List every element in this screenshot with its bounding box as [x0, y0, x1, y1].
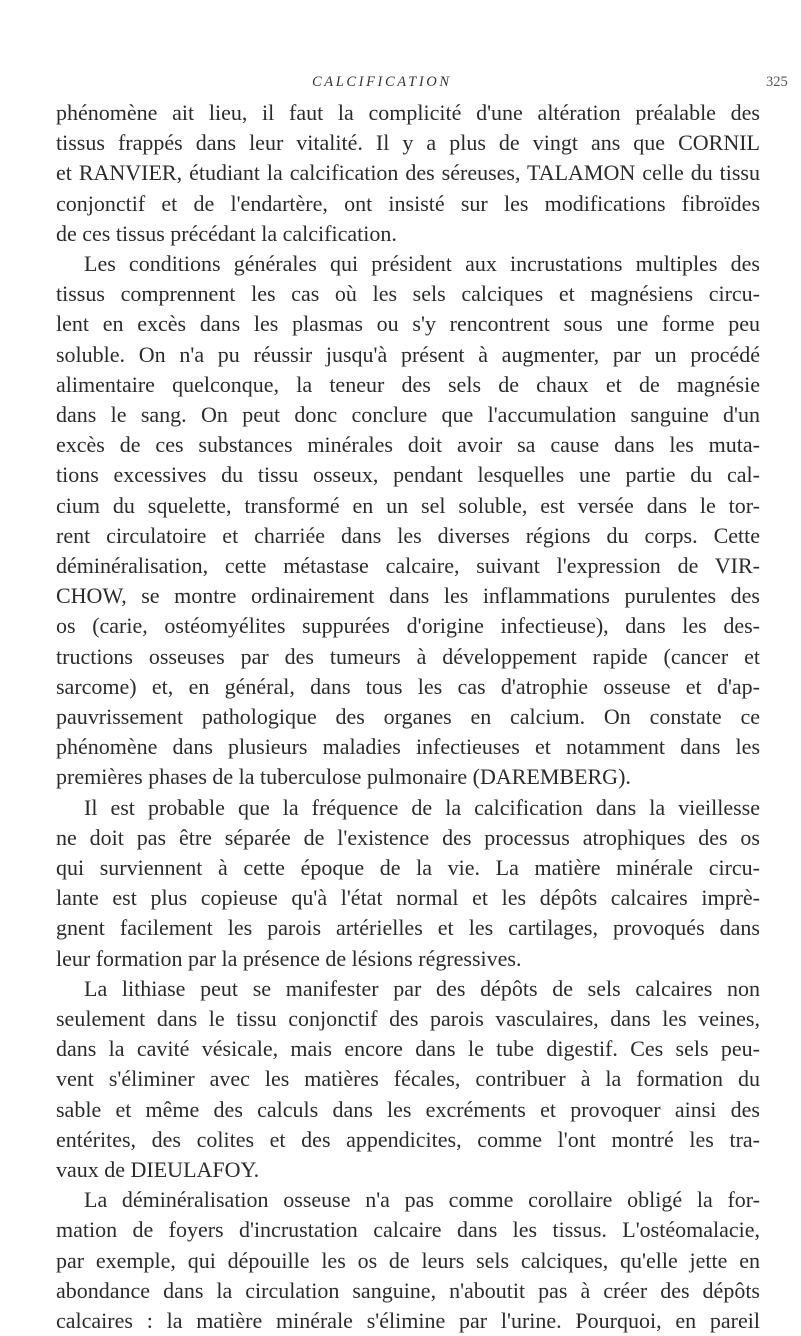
text-line: vent s'éliminer avec les matières fécales, contribuer à la formation du [56, 1066, 760, 1091]
page-header [0, 74, 801, 98]
text-line: CHOW, se montre ordinairement dans les inflammations purulentes des [56, 583, 760, 608]
text-line: tissus comprennent les cas où les sels calciques et magnésiens circu- [56, 281, 760, 306]
text-line: tructions osseuses par des tumeurs à développement rapide (cancer et [56, 644, 760, 669]
text-line: cium du squelette, transformé en un sel soluble, est versée dans le tor- [56, 493, 760, 518]
text-line: premières phases de la tuberculose pulmonaire (DAREMBERG). [56, 764, 631, 789]
text-line: dans le sang. On peut donc conclure que l'accumulation sanguine d'un [56, 402, 760, 427]
text-line: Les conditions générales qui président aux incrustations multiples des [84, 251, 760, 276]
text-line: tissus frappés dans leur vitalité. Il y a plus de vingt ans que CORNIL [56, 130, 760, 155]
text-line: entérites, des colites et des appendicites, comme l'ont montré les tra- [56, 1127, 760, 1152]
text-line: lent en excès dans les plasmas ou s'y rencontrent sous une forme peu [56, 311, 760, 336]
text-line: alimentaire quelconque, la teneur des sels de chaux et de magnésie [56, 372, 760, 397]
text-line: pauvrissement pathologique des organes en calcium. On constate ce [56, 704, 760, 729]
text-line: rent circulatoire et charriée dans les diverses régions du corps. Cette [56, 523, 760, 548]
text-line: ne doit pas être séparée de l'existence des processus atrophiques des os [56, 825, 760, 850]
page-number: 325 [766, 74, 788, 90]
text-line: tions excessives du tissu osseux, pendant lesquelles une partie du cal- [56, 462, 760, 487]
text-line: sable et même des calculs dans les excréments et provoquer ainsi des [56, 1097, 760, 1122]
text-line: dans la cavité vésicale, mais encore dans le tube digestif. Ces sels peu- [56, 1036, 760, 1061]
text-line: abondance dans la circulation sanguine, n'aboutit pas à créer des dépôts [56, 1278, 760, 1303]
text-line: La lithiase peut se manifester par des dépôts de sels calcaires non [84, 976, 760, 1001]
text-line: leur formation par la présence de lésions régressives. [56, 946, 522, 971]
text-line: gnent facilement les parois artérielles et les cartilages, provoqués dans [56, 915, 760, 940]
text-line: phénomène dans plusieurs maladies infectieuses et notamment dans les [56, 734, 760, 759]
text-line: excès de ces substances minérales doit avoir sa cause dans les muta- [56, 432, 760, 457]
text-line: Il est probable que la fréquence de la calcification dans la vieillesse [84, 795, 760, 820]
text-line: sarcome) et, en général, dans tous les cas d'atrophie osseuse et d'ap- [56, 674, 760, 699]
text-line: seulement dans le tissu conjonctif des parois vasculaires, dans les veines, [56, 1006, 760, 1031]
text-line: conjonctif et de l'endartère, ont insisté sur les modifications fibroïdes [56, 191, 760, 216]
text-line: La déminéralisation osseuse n'a pas comme corollaire obligé la for- [84, 1187, 760, 1212]
text-line: soluble. On n'a pu réussir jusqu'à présent à augmenter, par un procédé [56, 342, 760, 367]
running-title: CALCIFICATION [312, 74, 452, 90]
text-line: mation de foyers d'incrustation calcaire dans les tissus. L'ostéomalacie, [56, 1217, 760, 1242]
text-line: lante est plus copieuse qu'à l'état normal et les dépôts calcaires imprè- [56, 885, 760, 910]
text-line: de ces tissus précédant la calcification. [56, 221, 397, 246]
text-line: vaux de DIEULAFOY. [56, 1157, 260, 1182]
text-line: calcaires : la matière minérale s'élimine par l'urine. Pourquoi, en pareil [56, 1308, 760, 1333]
text-line: par exemple, qui dépouille les os de leurs sels calciques, qu'elle jette en [56, 1248, 760, 1273]
text-line: qui surviennent à cette époque de la vie. La matière minérale circu- [56, 855, 760, 880]
text-line: os (carie, ostéomyélites suppurées d'origine infectieuse), dans les des- [56, 613, 760, 638]
text-line: déminéralisation, cette métastase calcaire, suivant l'expression de VIR- [56, 553, 760, 578]
text-line: phénomène ait lieu, il faut la complicité d'une altération préalable des [56, 100, 760, 125]
text-line: et RANVIER, étudiant la calcification des séreuses, TALAMON celle du tissu [56, 160, 760, 185]
